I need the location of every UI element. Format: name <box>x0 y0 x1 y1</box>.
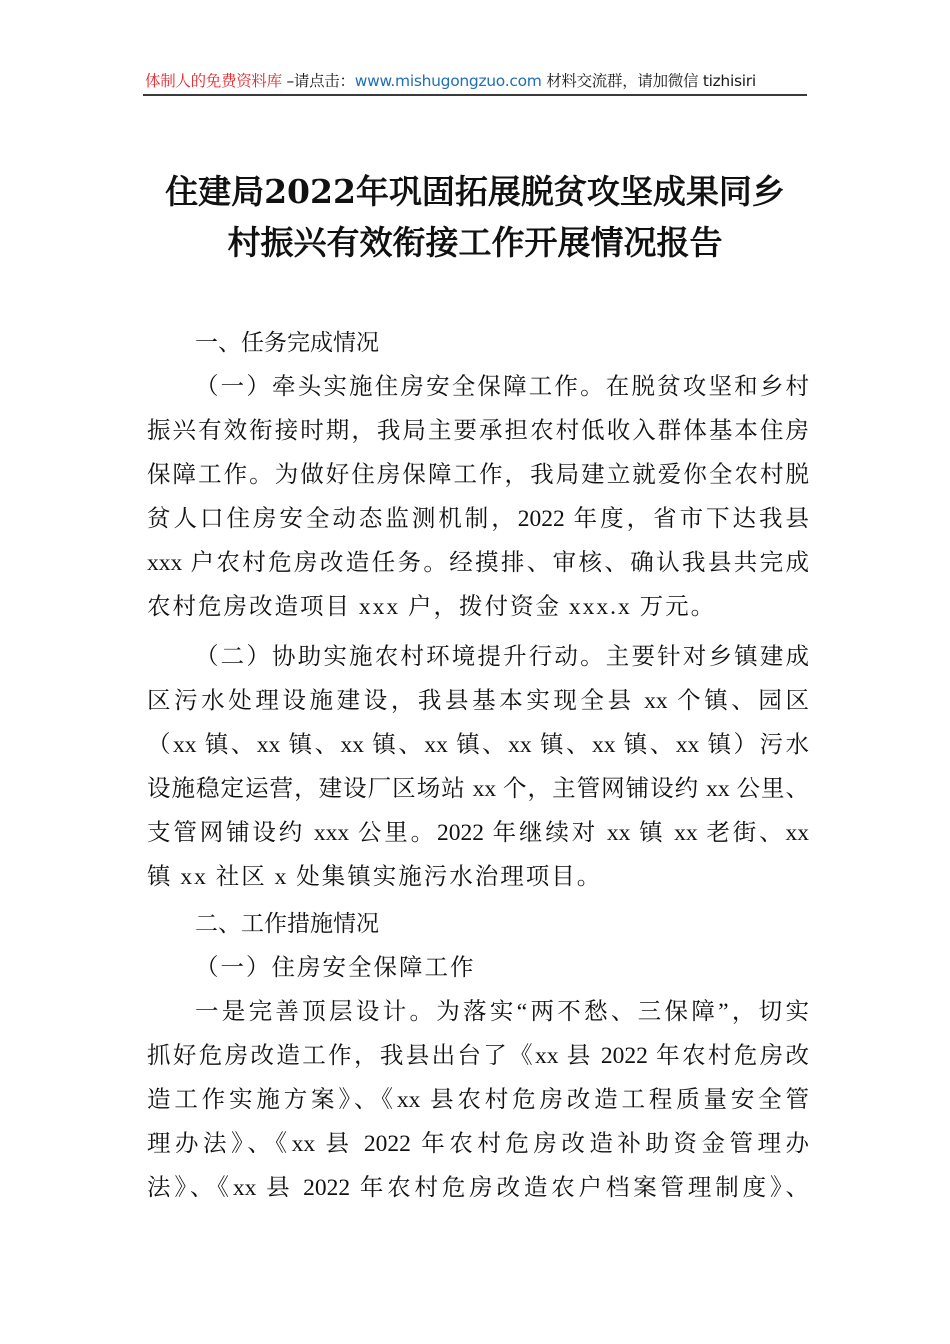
paragraph-line: 农村危房改造项目 xxx 户，拨付资金 xxx.x 万元。 <box>147 594 717 620</box>
subsection-heading: （一）住房安全保障工作 <box>195 955 476 981</box>
paragraph-line: 设施稳定运营，建设厂区场站 xx 个，主管网铺设约 xx 公里、 <box>147 776 809 802</box>
section-2-heading: 二、工作措施情况 <box>195 911 379 937</box>
page-header <box>145 68 805 94</box>
header-prompt: –请点击： <box>281 72 355 90</box>
header-brand: 体制人的免费资料库 <box>145 72 282 90</box>
paragraph-line: 镇 xx 社区 x 处集镇实施污水治理项目。 <box>147 864 603 890</box>
paragraph-3 <box>147 990 809 1210</box>
paragraph-line: 区污水处理设施建设，我县基本实现全县 xx 个镇、园区 <box>147 688 809 714</box>
paragraph-line: （xx 镇、xx 镇、xx 镇、xx 镇、xx 镇、xx 镇、xx 镇）污水 <box>147 732 809 758</box>
paragraph-line: （一）牵头实施住房安全保障工作。在脱贫攻坚和乡村 <box>195 374 809 400</box>
paragraph-line: xxx 户农村危房改造任务。经摸排、审核、确认我县共完成 <box>147 550 809 576</box>
document-title <box>140 166 810 268</box>
paragraph-line: （二）协助实施农村环境提升行动。主要针对乡镇建成 <box>195 644 809 670</box>
paragraph-line: 造工作实施方案》、《xx 县农村危房改造工程质量安全管 <box>147 1087 809 1113</box>
paragraph-line: 支管网铺设约 xxx 公里。2022 年继续对 xx 镇 xx 老街、xx <box>147 820 809 846</box>
paragraph-line: 一是完善顶层设计。为落实“两不愁、三保障”，切实 <box>195 999 809 1025</box>
section-1-heading: 一、任务完成情况 <box>195 330 379 356</box>
paragraph-line: 理办法》、《xx 县 2022 年农村危房改造补助资金管理办 <box>147 1131 809 1157</box>
title-line-1: 住建局2022年巩固拓展脱贫攻坚成果同乡 <box>165 172 785 211</box>
header-suffix: 材料交流群，请加微信 tizhisiri <box>541 72 756 90</box>
paragraph-1 <box>147 365 809 629</box>
paragraph-line: 贫人口住房安全动态监测机制，2022 年度，省市下达我县 <box>147 506 809 532</box>
header-divider <box>143 94 807 96</box>
header-url-link[interactable]: www.mishugongzuo.com <box>354 72 542 90</box>
paragraph-line: 抓好危房改造工作，我县出台了《xx 县 2022 年农村危房改 <box>147 1043 809 1069</box>
paragraph-2 <box>147 635 809 899</box>
title-line-2: 村振兴有效衔接工作开展情况报告 <box>227 223 723 262</box>
paragraph-line: 法》、《xx 县 2022 年农村危房改造农户档案管理制度》、 <box>147 1175 809 1201</box>
paragraph-line: 保障工作。为做好住房保障工作，我局建立就爱你全农村脱 <box>147 462 809 488</box>
paragraph-line: 振兴有效衔接时期，我局主要承担农村低收入群体基本住房 <box>147 418 809 444</box>
